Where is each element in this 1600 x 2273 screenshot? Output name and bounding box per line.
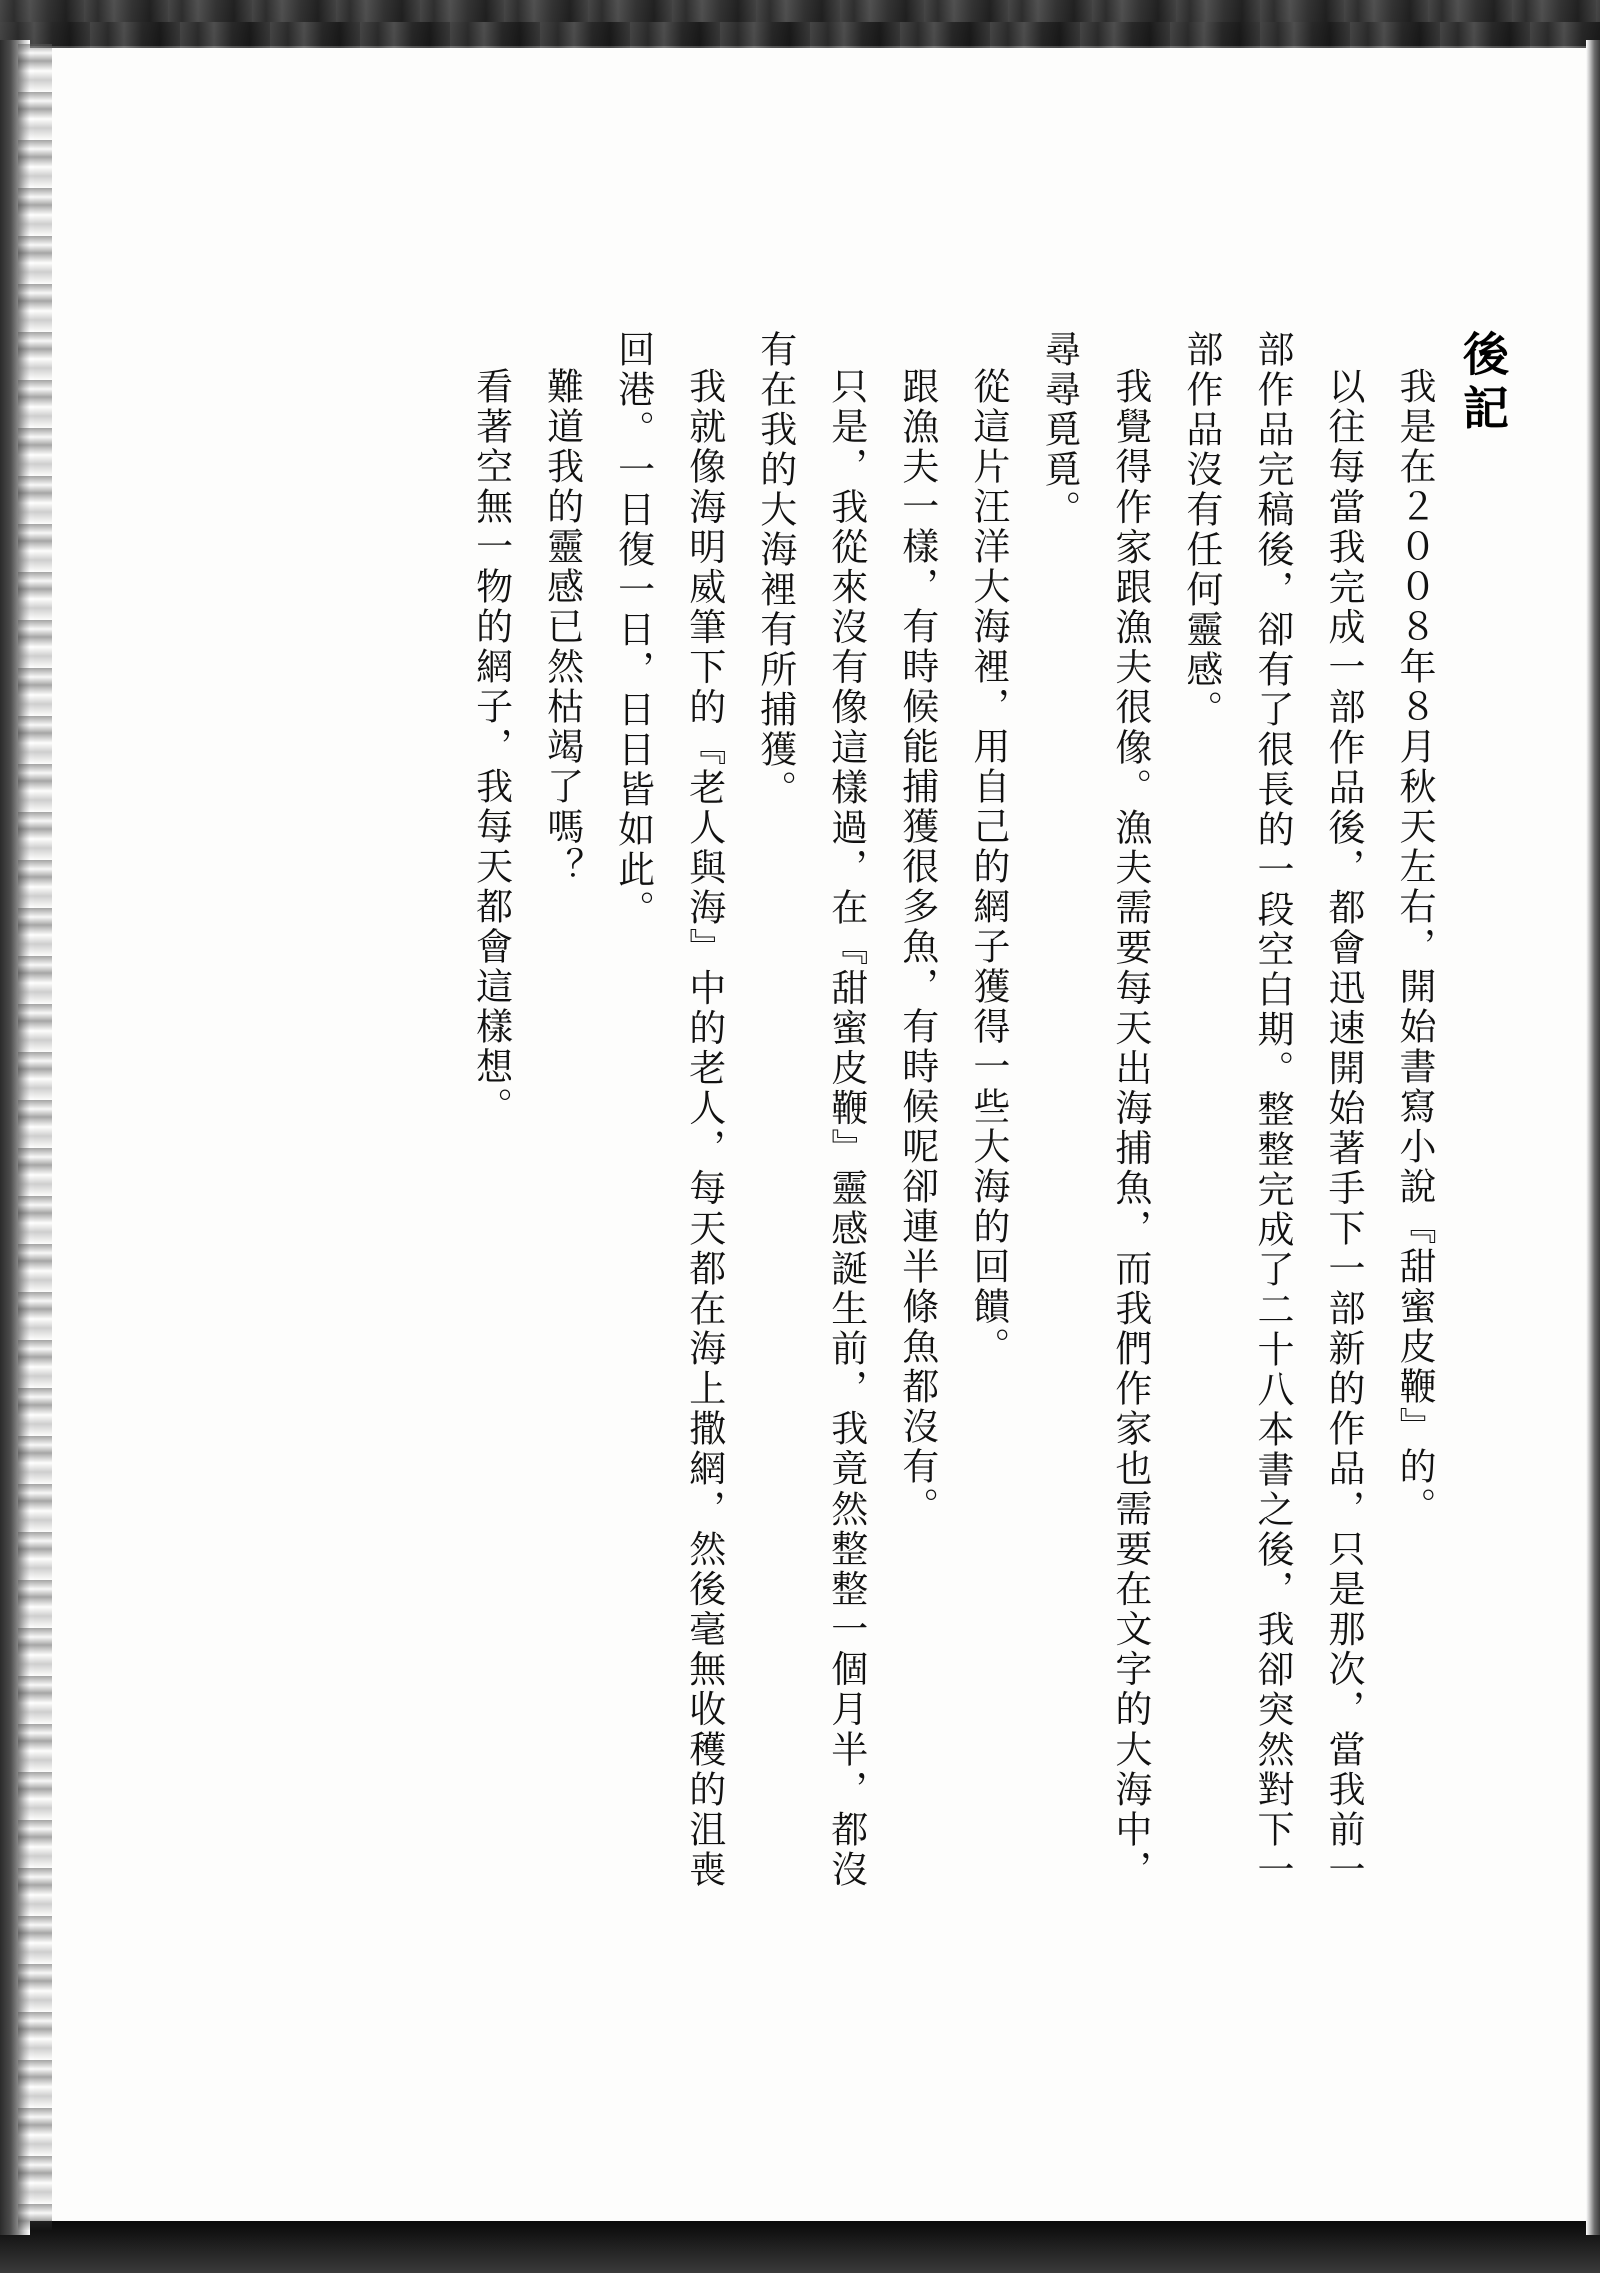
scan-edge-bottom-texture <box>0 22 1600 48</box>
section-heading: 後記 <box>1456 330 1510 438</box>
body-paragraph: 我是在２００８年８月秋天左右，開始書寫小說『甜蜜皮鞭』的。 <box>1393 367 1436 1527</box>
body-paragraph: 我覺得作家跟漁夫很像。漁夫需要每天出海捕魚，而我們作家也需要在文字的大海中，尋尋覓覓。 <box>1037 330 1152 1890</box>
body-paragraph: 跟漁夫一樣，有時候能捕獲很多魚，有時候呢卻連半條魚都沒有。 <box>895 367 939 1527</box>
scan-edge-bottom <box>0 2221 1600 2273</box>
scan-edge-top-texture <box>0 0 1600 22</box>
scan-edge-right <box>1586 40 1600 2235</box>
page-torn-margin <box>18 44 52 2230</box>
body-paragraph: 難道我的靈感已然枯竭了嗎？ <box>540 367 584 887</box>
body-paragraph: 以往每當我完成一部作品後，都會迅速開始著手下一部新的作品，只是那次，當我前一部作品完稿後，卻有了很長的一段空白期。整整完成了二十八本書之後，我卻突然對下一部作品沒有任何靈感。 <box>1179 330 1365 1890</box>
body-paragraph: 看著空無一物的網子，我每天都會這樣想。 <box>469 367 513 1127</box>
body-paragraph: 我就像海明威筆下的『老人與海』中的老人，每天都在海上撒網，然後毫無收穫的沮喪回港。一日復一日，日日皆如此。 <box>611 330 726 1890</box>
body-paragraph: 從這片汪洋大海裡，用自己的網子獲得一些大海的回饋。 <box>966 367 1010 1367</box>
afterword-body <box>260 330 1450 1890</box>
body-paragraph: 只是，我從來沒有像這樣過，在『甜蜜皮鞭』靈感誕生前，我竟然整整一個月半，都沒有在我的大海裡有所捕獲。 <box>753 330 868 1890</box>
